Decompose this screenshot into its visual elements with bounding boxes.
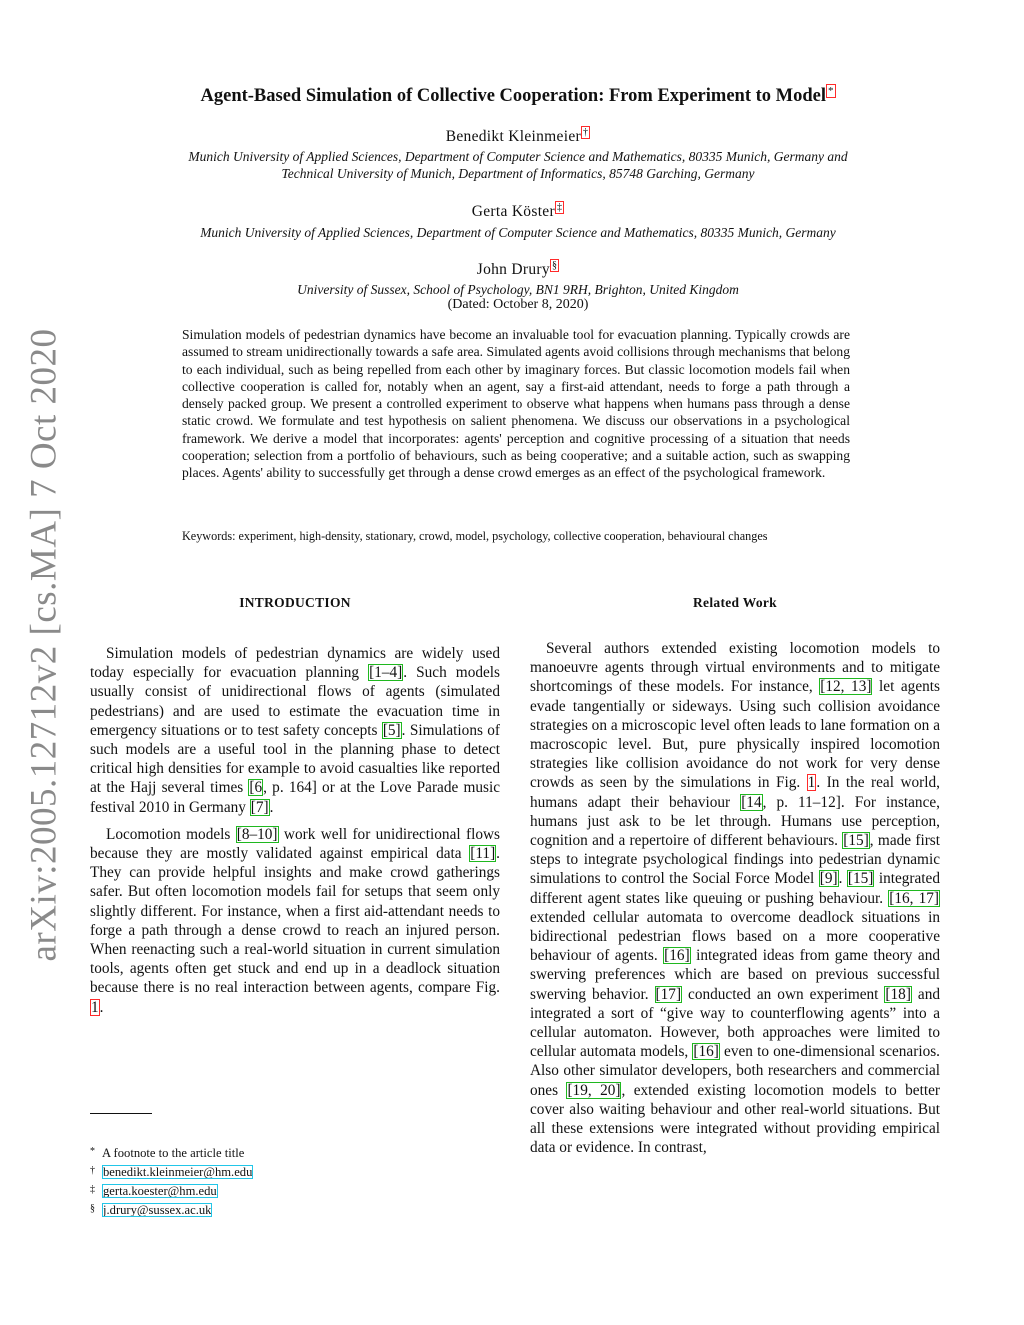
text-run: let agents evade tangentially or sideways. Using such collision avoidance strategies on a microscopic level often leads to lane formation on a macroscopic level. But, pure physically inspired locomotion strategies like collision avoidance do not work for very dense crowds as seen by the simulations in Fig. [530, 678, 940, 792]
citation-link[interactable]: [7] [250, 798, 269, 816]
footnote-mark: § [90, 1203, 95, 1214]
text-run: , made first steps to integrate psychological findings into pedestrian dynamic simulations to control the Social Force Model [530, 832, 940, 888]
citation-link[interactable]: [9] [819, 870, 838, 888]
author-2-affiliation [80, 224, 956, 241]
text-run: conducted an own experiment [682, 985, 885, 1003]
citation-link[interactable]: [12, 13] [820, 678, 872, 696]
citation-link[interactable]: [19, 20] [567, 1081, 621, 1099]
paper-title [80, 86, 956, 107]
text-run: . Such models usually consist of unidirectional flows of agents (simulated pedestrians) and are used to estimate the evacuation time in emergency situations or to test safety concepts [90, 664, 500, 739]
citation-link[interactable]: [18] [885, 985, 911, 1003]
dated-line: (Dated: October 8, 2020) [447, 297, 589, 312]
email-link[interactable]: benedikt.kleinmeier@hm.edu [103, 1165, 253, 1179]
citation-link[interactable]: [14 [741, 793, 762, 811]
author-name: John Drury [476, 261, 550, 279]
figure-link[interactable]: 1 [91, 998, 99, 1016]
affiliation-line: Munich University of Applied Sciences, Department of Computer Science and Mathematics, 80335 Munich, Germany [200, 225, 836, 240]
author-2 [80, 203, 956, 221]
author-3-footnote-link[interactable]: § [551, 260, 558, 271]
affiliation-line: Technical University of Munich, Department of Informatics, 85748 Garching, Germany [281, 166, 755, 181]
keywords: Keywords: experiment, high-density, stationary, crowd, model, psychology, collective cooperation, behavioural changes [182, 529, 768, 543]
footnote-mark: * [90, 1146, 95, 1157]
affiliation-line: University of Sussex, School of Psychology, BN1 9RH, Brighton, United Kingdom [297, 282, 739, 297]
text-run: . [269, 798, 274, 816]
section-heading-introduction: INTRODUCTION [239, 595, 351, 610]
text-run: , extended existing locomotion models to better cover also waiting behaviour and other real-world situations. But all these extensions were integrated without providing empirical data or evidence. In contrast, [530, 1081, 940, 1157]
citation-link[interactable]: [16] [693, 1043, 719, 1061]
footnote-email-2 [90, 1181, 500, 1200]
text-run: . [838, 870, 847, 888]
arxiv-sidebar [22, 328, 66, 962]
figure-link[interactable]: 1 [807, 774, 816, 792]
citation-link[interactable]: [6 [249, 779, 263, 797]
intro-paragraph-2 [90, 825, 500, 1017]
citation-link[interactable]: [16] [664, 947, 690, 965]
author-1-affiliation [80, 148, 956, 182]
left-column [90, 644, 500, 1025]
email-link[interactable]: j.drury@sussex.ac.uk [103, 1203, 212, 1217]
title-footnote-link[interactable]: * [828, 85, 834, 97]
text-run: . In the real world, humans adapt their behaviour [530, 774, 940, 811]
text-run: Locomotion models [106, 825, 236, 843]
author-name: Benedikt Kleinmeier [445, 128, 581, 146]
footnote-mark: † [90, 1165, 95, 1176]
affiliation-line: Munich University of Applied Sciences, Department of Computer Science and Mathematics, 80335 Munich, Germany and [188, 149, 848, 164]
footnote-text: A footnote to the article title [102, 1146, 245, 1160]
author-1-footnote-link[interactable]: † [582, 127, 589, 138]
citation-link[interactable]: [8–10] [236, 825, 278, 843]
arxiv-identifier: arXiv:2005.12712v2 [cs.MA] 7 Oct 2020 [23, 328, 65, 962]
related-work-paragraph [530, 639, 940, 1157]
author-3 [80, 261, 956, 279]
footnote-title [90, 1143, 500, 1162]
text-run: integrated different agent states like queuing or pushing behaviour. [530, 870, 940, 907]
footnote-mark: ‡ [90, 1184, 95, 1195]
text-run: Simulation models of pedestrian dynamics are widely used today especially for evacuation planning [90, 645, 500, 682]
text-run: , p. 164] or at the Love Parade music festival 2010 in Germany [90, 779, 500, 816]
text-run: integrated ideas from game theory and swerving preferences which are based on previous successful swerving behavior. [530, 947, 940, 1003]
footnotes [90, 1143, 500, 1219]
text-run: Several authors extended existing locomotion models to manoeuvre agents through virtual environments and to mitigate shortcomings of these models. For instance, [530, 640, 940, 696]
intro-paragraph-1 [90, 644, 500, 817]
text-run: . They can provide helpful insights and make crowd gatherings safer. But often locomotion models fail for setups that seem only slightly different. For instance, when a first aid-attendant needs to forge a path through a dense crowd to reach an injured person. When reenacting such a real-world situation in current simulation tools, agents often get stuck and end up in a deadlock situation because there is no real interaction between agents, compare Fig. [90, 845, 500, 997]
citation-link[interactable]: [5] [382, 721, 401, 739]
footnote-email-1 [90, 1162, 500, 1181]
text-run: . Simulations of such models are a useful tool in the planning phase to detect critical high densities for example to avoid casualties like reported at the Hajj several times [90, 721, 501, 797]
citation-link[interactable]: [15] [843, 832, 869, 850]
text-run: . [99, 998, 104, 1016]
email-link[interactable]: gerta.koester@hm.edu [103, 1184, 217, 1198]
author-3-affiliation [80, 281, 956, 298]
text-run: extended cellular automata to overcome deadlock situations in bidirectional pedestrian flows based on a more cooperative behaviour of agents. [530, 908, 940, 965]
text-run: even to one-dimensional scenarios. Also other simulator developers, both researchers and commercial ones [530, 1043, 940, 1099]
citation-link[interactable]: [17] [655, 985, 682, 1003]
author-2-footnote-link[interactable]: ‡ [556, 202, 563, 213]
text-run: , p. 11–12]. For instance, humans just ask to be let through. Humans use perception, cognition and a repertoire of different behaviours. [530, 793, 940, 850]
footnote-email-3 [90, 1200, 500, 1219]
citation-link[interactable]: [16, 17] [889, 889, 940, 907]
footnote-rule [90, 1113, 152, 1114]
citation-link[interactable]: [1–4] [369, 664, 403, 682]
section-heading-related-work: Related Work [693, 595, 777, 610]
citation-link[interactable]: [11] [470, 845, 496, 863]
author-1 [80, 128, 956, 146]
text-run: and integrated a sort of “give way to counterflowing agents” into a cellular automaton. However, both approaches were limited to cellular automata models, [530, 985, 940, 1061]
abstract: Simulation models of pedestrian dynamics have become an invaluable tool for evacuation planning. Typically crowds are assumed to stream unidirectionally towards a safe area. Simulated agents avoid collisions through mechanisms that belong to each individual, such as being repelled from each other by imaginary forces. But classic locomotion models fail when collective cooperation is called for, notably when an agent, say a first-aid attendant, needs to forge a path through a densely packed group. We present a controlled experiment to observe what happens when humans pass through a dense static crowd. We formulate and test hypothesis on salient phenomena. We discuss our observations in a psychological framework. We derive a model that incorporates: agents' perception and cognitive processing of a situation that needs cooperation; selection from a portfolio of behaviours, such as being cooperative; and a suitable action, such as swapping places. Agents' ability to successfully get through a dense crowd emerges as an effect of the psychological framework. [182, 327, 850, 481]
title-text: Agent-Based Simulation of Collective Cooperation: From Experiment to Model [200, 86, 826, 107]
author-name: Gerta Köster [471, 203, 555, 221]
citation-link[interactable]: [15] [847, 870, 874, 888]
text-run: work well for unidirectional flows because they are mostly validated against empirical data [90, 825, 500, 863]
right-column [530, 639, 940, 1165]
